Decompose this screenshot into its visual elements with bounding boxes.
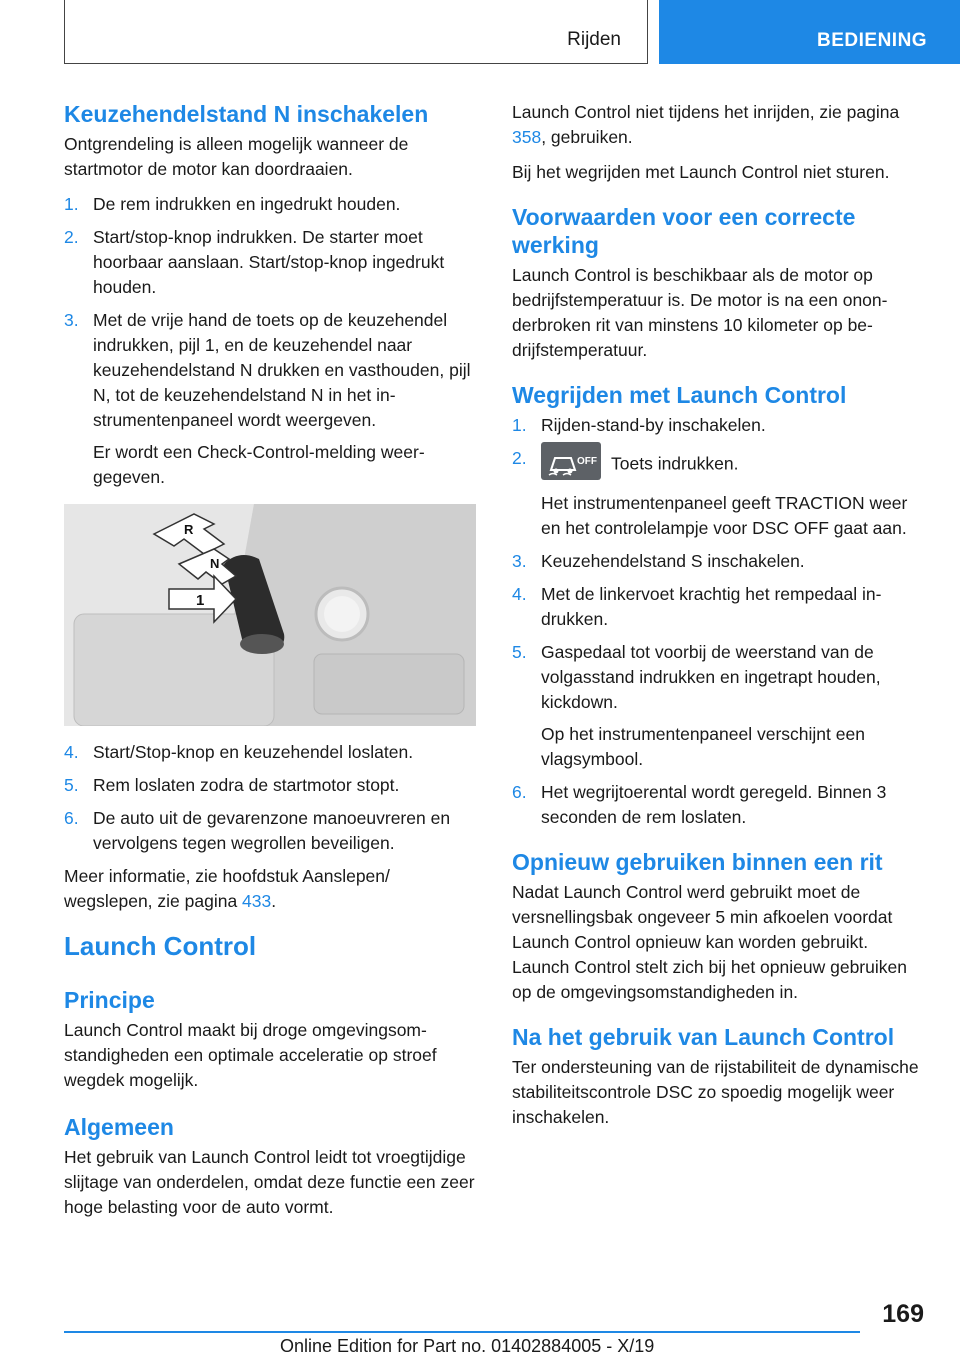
- header-section-label: Rijden: [567, 29, 621, 50]
- page-link-433[interactable]: 433: [242, 891, 272, 911]
- dsc-off-icon-label: OFF: [577, 456, 597, 467]
- principe-text: Launch Control maakt bij droge omgevingsomstandigheden een optimale acceleratie op stroef wegdek mogelijk.: [64, 1020, 437, 1090]
- gear-selector-photo: [64, 504, 476, 726]
- list-item: 4. Start/Stop-knop en keuzehendel loslaten.: [64, 742, 414, 762]
- label-1: 1: [196, 592, 205, 609]
- page-number: 169: [882, 1300, 924, 1328]
- list-item: 2. Start/stop-knop indrukken. De starter moet hoorbaar aanslaan. Start/stop-knop ingedrukt houden.: [64, 227, 445, 297]
- heading-keuzehendel-n: Keuzehendelstand N inschakelen: [64, 101, 429, 127]
- list-item: 1. De rem indrukken en ingedrukt houden.: [64, 194, 401, 214]
- heading-na-gebruik: Na het gebruik van Launch Control: [512, 1024, 895, 1050]
- header-section-box: [64, 0, 648, 64]
- steps-list-b: [64, 740, 476, 856]
- list-item: 4. Met de linkervoet krachtig het rempedaal indrukken.: [512, 584, 882, 629]
- heading-wegrijden: Wegrijden met Launch Control: [512, 382, 847, 408]
- footer-divider: [64, 1331, 860, 1333]
- list-item: 5. Gaspedaal tot voorbij de weerstand van de volgasstand indrukken en ingetrapt houden, kickdown. Op het instrumentenpaneel verschijnt een vlagsymbool.: [512, 642, 881, 769]
- list-item: 5. Rem loslaten zodra de startmotor stopt.: [64, 775, 400, 795]
- label-r: R: [184, 522, 194, 537]
- dsc-off-icon: [541, 442, 601, 480]
- list-item: 3. Met de vrije hand de toets op de keuzehendel indrukken, pijl 1, en de keuzehendel naar keuzehendelstand N drukken en vasthouden, pijl N, tot de keuzehendelstand N in het instrumentenpaneel wordt weergeven. Er wordt een Check-Control-melding weergegeven.: [64, 310, 471, 487]
- right-column: [512, 100, 926, 1140]
- heading-voorwaarden: Voorwaarden voor een correcte werking: [512, 204, 856, 258]
- heading-opnieuw: Opnieuw gebruiken binnen een rit: [512, 849, 883, 875]
- heading-launch-control: Launch Control: [64, 931, 257, 961]
- footer-edition: Online Edition for Part no. 01402884005 - X/19: [280, 1336, 655, 1356]
- more-info-text: Meer informatie, zie hoofdstuk Aanslepen/ wegslepen, zie pagina 433.: [64, 866, 390, 911]
- niet-sturen-text: Bij het wegrijden met Launch Control niet sturen.: [512, 162, 890, 182]
- na-gebruik-text: Ter ondersteuning van de rijstabiliteit de dynamische stabiliteitscontrole DSC zo spoedig mogelijk weer inschakelen.: [512, 1057, 919, 1127]
- algemeen-text: Het gebruik van Launch Control leidt tot vroegtijdige slijtage van onderdelen, omdat deze functie een zeer hoge belasting voor de auto vormt.: [64, 1147, 475, 1217]
- heading-algemeen: Algemeen: [64, 1114, 174, 1140]
- opnieuw-text: Nadat Launch Control werd gebruikt moet de versnellingsbak ongeveer 5 min afkoelen voordat Launch Control opnieuw kan worden gebruikt. Launch Control stelt zich bij het opnieuw gebruiken op de omgevingsomstandigheden in.: [512, 882, 907, 1002]
- list-item: 6. Het wegrijtoerental wordt geregeld. Binnen 3 seconden de rem loslaten.: [512, 782, 887, 827]
- list-item: 6. De auto uit de gevarenzone manoeuvreren en vervolgens tegen wegrollen beveiligen.: [64, 808, 451, 853]
- page-link-358[interactable]: 358: [512, 127, 542, 147]
- voorwaarden-text: Launch Control is beschikbaar als de motor op bedrijfstemperatuur is. De motor is na een ononderbroken rit van minstens 10 kilometer op bedrijfstemperatuur.: [512, 265, 888, 360]
- steps-list-a: [64, 192, 476, 490]
- header-chapter-label: BEDIENING: [817, 30, 928, 51]
- list-item: 2. OFF Toets indrukken. Het instrumentenpaneel geeft TRACTION weer en het controlelampje voor DSC OFF gaat aan.: [512, 446, 926, 541]
- gear-selector-illustration: [64, 504, 476, 726]
- header-chapter-tab: [659, 0, 960, 64]
- list-item: 1. Rijden-stand-by inschakelen.: [512, 415, 766, 435]
- wegrijden-steps-list: [512, 413, 926, 830]
- inrijden-text: Launch Control niet tijdens het inrijden, zie pagina 358, gebruiken.: [512, 102, 900, 147]
- heading-principe: Principe: [64, 987, 155, 1013]
- intro-text: Ontgrendeling is alleen mogelijk wanneer de startmotor de motor kan doordraaien.: [64, 134, 409, 179]
- label-n: N: [210, 556, 220, 571]
- list-item: 3. Keuzehendelstand S inschakelen.: [512, 551, 805, 571]
- left-column: [64, 100, 476, 1230]
